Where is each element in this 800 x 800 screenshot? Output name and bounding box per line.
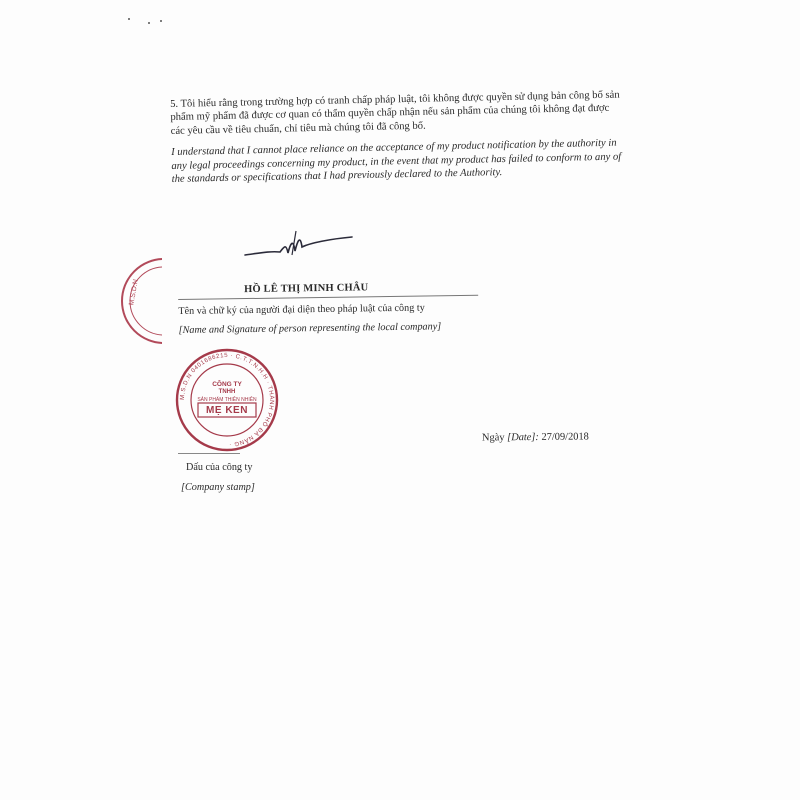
- signer-caption-vietnamese: Tên và chữ ký của người đại diện theo pháp luật của công ty: [178, 302, 425, 317]
- svg-text:M.S.D.N 0401686215 · C.T.T.N.H: M.S.D.N 0401686215 · C.T.T.N.H.H · THÀNH PHỐ ĐÀ NẴNG ·: [179, 352, 275, 447]
- signer-name: HỒ LÊ THỊ MINH CHÂU: [243, 282, 369, 296]
- signature-line: [178, 295, 478, 300]
- date-label-vietnamese: Ngày: [481, 432, 505, 444]
- clause-5: [170, 89, 622, 187]
- scan-speck: [148, 22, 150, 24]
- signature-icon: [240, 225, 360, 265]
- signer-caption-english: [Name and Signature of person representing the local company]: [178, 321, 442, 336]
- stamp-seal-icon: [118, 255, 162, 347]
- signer-block: [178, 280, 509, 336]
- handwritten-signature: [240, 225, 360, 265]
- clause-vietnamese: 5. Tôi hiểu rằng trong trường hợp có tranh chấp pháp luật, tôi không được quyền sử dụng bản công bố sản phẩm mỹ phẩm đã được cơ quan có thẩm quyền chấp nhận nếu sản phẩm của chúng tôi không đạt được các yêu cầu về tiêu chuẩn, chỉ tiêu mà chúng tôi đã công bố.: [170, 89, 620, 137]
- svg-text:M.S.D.N: M.S.D.N: [128, 278, 140, 306]
- company-stamp-label-vietnamese: Dấu của công ty: [186, 462, 253, 473]
- scan-speck: [128, 18, 130, 20]
- clause-english: I understand that I cannot place reliance on the acceptance of my product notification by the authority in any legal proceedings concerning my product, in the event that my product has failed to conform to any of the standards or specifications that I had previously declared to the Authority.: [171, 137, 622, 186]
- stamp-line-2: TNHH: [218, 389, 236, 395]
- company-stamp-label-english: [Company stamp]: [181, 482, 255, 493]
- date-label-english: [Date]:: [507, 431, 539, 444]
- stamp-line-3: SẢN PHẨM THIÊN NHIÊN: [197, 397, 257, 403]
- scan-speck: [160, 20, 162, 22]
- stamp-line-1: CÔNG TY: [212, 381, 242, 388]
- stamp-company-name: MẸ KEN: [206, 405, 248, 416]
- partial-stamp-left-edge: [118, 255, 162, 347]
- date-line: [482, 431, 589, 443]
- company-stamp-block: [178, 453, 318, 493]
- company-stamp-seal: [172, 345, 282, 455]
- stamp-line: [178, 453, 240, 454]
- date-value: 27/09/2018: [541, 431, 589, 443]
